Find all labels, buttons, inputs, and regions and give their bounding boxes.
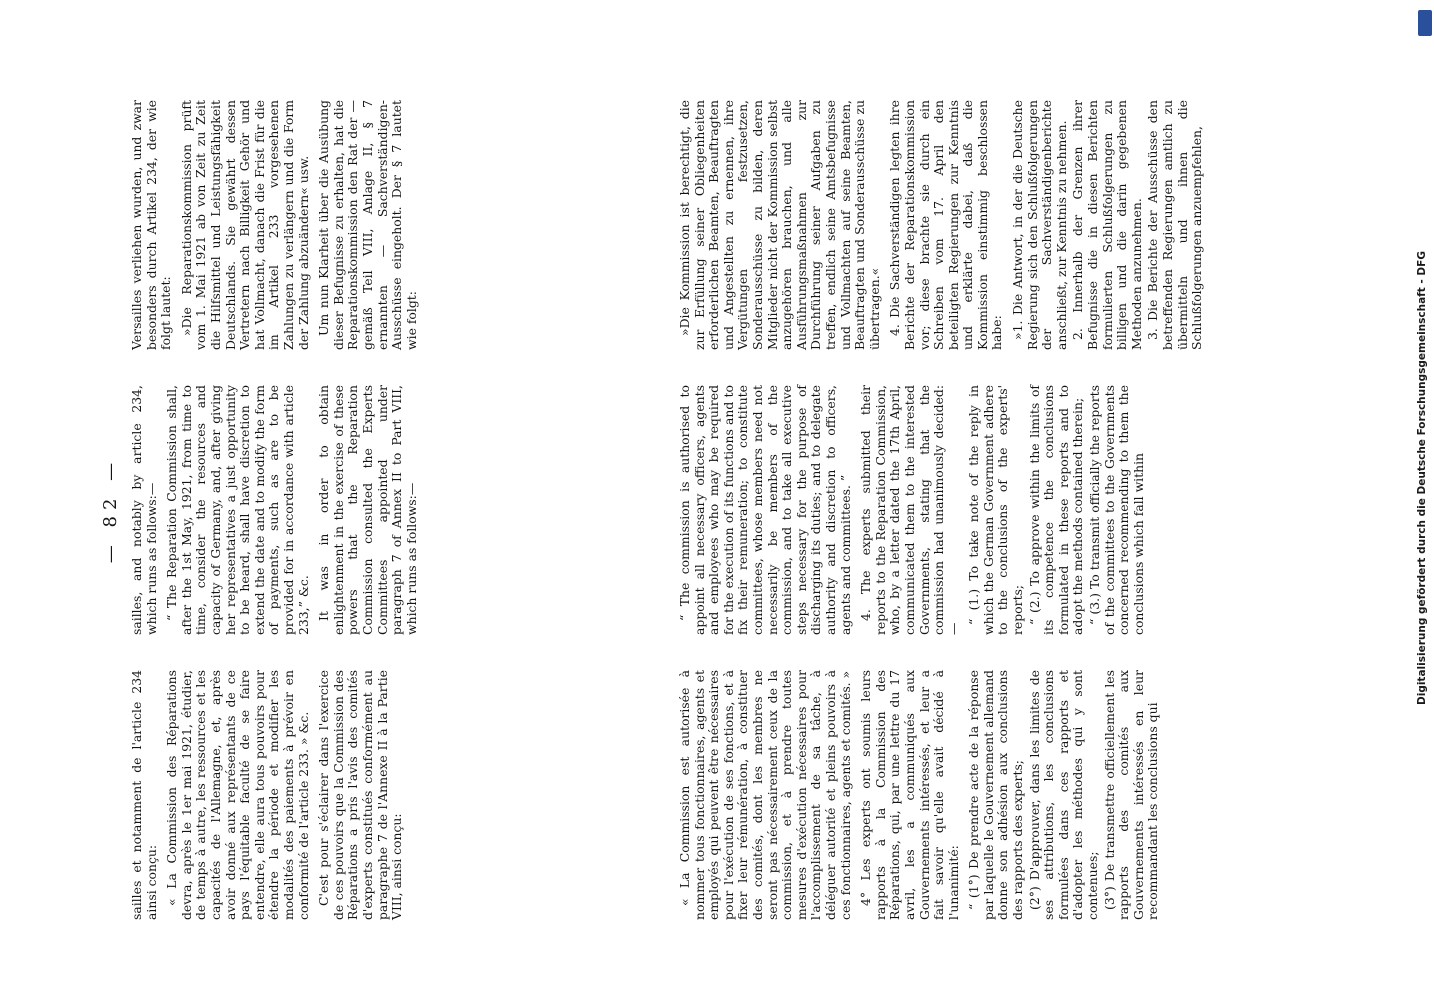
- column-english-lower: [678, 385, 1178, 635]
- paragraph: Versailles verliehen wurden, und zwar besonders durch Artikel 234, der wie folgt lautet:: [129, 100, 174, 350]
- paragraph: »Die Reparationskommission prüft vom 1. Mai 1921 ab von Zeit zu Zeit die Hilfsmittel und Leistungsfähigkeit Deutschlands. Sie gewährt dessen Vertretern nach Billigkeit Gehör und hat Vollmacht, danach die Frist für die im Artikel 233 vorgesehenen Zahlungen zu verlängern und die Form der Zahlung abzuändern« usw.: [178, 100, 311, 350]
- paragraph: C'est pour s'éclairer dans l'exercice de ces pouvoirs que la Commission des Réparations a pris l'avis des comités d'experts constitués conformément au paragraphe 7 de l'Annexe II à la Partie VIII, ainsi conçu:: [316, 670, 405, 920]
- paragraph: »Die Kommission ist berechtigt, die zur Erfüllung seiner Obliegenheiten erforderlichen Beamten, Beauftragten und Angestellten zu ernennen, ihre Vergütungen festzusetzen, Sonderausschüsse zu bilden, deren Mitglieder nicht der Kommission selbst anzugehören brauchen, und alle Ausführungsmaßnahmen zur Durchführung seiner Aufgaben zu treffen, endlich seine Amtsbefugnisse und Vollmachten auf seine Beamten, Beauftragten und Sonderausschüsse zu übertragen.«: [677, 100, 882, 350]
- column-german-upper: [130, 100, 570, 350]
- paragraph: Um nun Klarheit über die Ausübung dieser Befugnisse zu erhalten, hat die Reparationskommission den Rat der — gemäß Teil VIII, Anlage II, § 7 ernannten — Sachverständigen-Ausschüsse eingeholt. Der § 7 lautet wie folgt:: [316, 100, 419, 350]
- column-french-upper: [130, 670, 550, 920]
- column-english-upper: [130, 385, 550, 635]
- paragraph: « La Commission est autorisée à nommer tous fonctionnaires, agents et employés qui peuvent être nécessaires pour l'exécution de ses fonctions, et à fixer leur rémunération, à constituer des comités, dont les membres ne seront pas nécessairement ceux de la commission, et à prendre toutes mesures d'exécution nécessaires pour l'accomplissement de sa tâche, à déléguer autorité et pleins pouvoirs à ces fonctionnaires, agents et comités. »: [677, 670, 853, 920]
- column-french-lower: [678, 670, 1178, 920]
- list-item: 2. Innerhalb der Grenzen ihrer Befugnisse die in diesen Berichten formulierten Schlußfolgerungen zu billigen und die darin gegebenen Methoden anzunehmen.: [1070, 100, 1144, 350]
- paragraph: “ The commission is authorised to appoint all necessary officers, agents and employees who may be required for the execution of its functions and to fix their remuneration; to constitute committees, whose members need not necessarily be members of the commission, and to take all executive steps necessary for the purpose of discharging its duties; and to delegate authority and discretion to officers, agents and committees. ”: [677, 385, 853, 635]
- dfg-logo-icon: [1418, 10, 1432, 36]
- paragraph: 4. The experts submitted their reports to the Reparation Commission, who, by a letter dated the 17th April, communicated them to the interested Governments, stating that the commission had unanimously decided:—: [858, 385, 961, 635]
- list-item: “ (2.) To approve within the limits of its competence the conclusions formulated in these reports and to adopt the methods contained therein;: [1026, 385, 1086, 635]
- list-item: 3. Die Berichte der Ausschüsse den betreffenden Regierungen amtlich zu übermitteln und ihnen die Schlußfolgerungen anzuempfehlen,: [1145, 100, 1205, 350]
- paragraph: « La Commission des Réparations devra, après le 1er mai 1921, étudier, de temps à autre, les ressources et les capacités de l'Allemagne, et, après avoir donné aux représentants de ce pays l'équitable faculté de se faire entendre, elle aura tous pouvoirs pour étendre la période et modifier les modalités des paiements à prévoir en conformité de l'article 233. » &c.: [164, 670, 311, 920]
- list-item: “ (1.) To take note of the reply in which the German Government adhere to the conclusions of the experts' reports;: [966, 385, 1026, 635]
- paragraph: It was in order to obtain enlightenment in the exercise of these powers that the Reparation Commission consulted the Experts Committees appointed under paragraph 7 of Annex II to Part VIII, which runs as follows:—: [316, 385, 419, 635]
- paragraph: “ The Reparation Commission shall, after the 1st May, 1921, from time to time, consider the resources and capacity of Germany, and, after giving her representatives a just opportunity to be heard, shall have discretion to extend the date and to modify the form of payments, such as are to be provided for in accordance with article 233,” &c.: [164, 385, 311, 635]
- page-number: — 82 —: [100, 456, 121, 564]
- list-item: (3°) De transmettre officiellement les rapports des comités aux Gouvernements intéressés en leur recommandant les conclusions qui: [1101, 670, 1161, 920]
- credit-text: Digitalisierung gefördert durch die Deutsche Forschungsgemeinschaft - DFG: [1416, 251, 1428, 705]
- digitization-credit: [1412, 10, 1432, 705]
- list-item: »1. Die Antwort, in der die Deutsche Regierung sich den Schlußfolgerungen der Sachverständigenberichte anschließt, zur Kenntnis zu nehmen.: [1010, 100, 1069, 350]
- paragraph: 4° Les experts ont soumis leurs rapports à la Commission des Réparations, qui, par une lettre du 17 avril, les a communiqués aux Gouvernements intéressés, et leur a fait savoir qu'elle avait décidé à l'unanimité:: [858, 670, 961, 920]
- column-german-lower: [677, 100, 1205, 350]
- paragraph: sailles, and notably by article 234, which runs as follows:—: [129, 385, 159, 635]
- paragraph: 4. Die Sachverständigen legten ihre Berichte der Reparationskommission vor; diese brachte sie durch ein Schreiben vom 17. April den beteiligten Regierungen zur Kenntnis und erklärte dabei, daß die Kommission einstimmig beschlossen habe:: [887, 100, 1005, 350]
- list-item: (2°) D'approuver, dans les limites de ses attributions, les conclusions formulées dans ces rapports et d'adopter les méthodes qui y sont contenues;: [1026, 670, 1101, 920]
- list-item: “ (1°) De prendre acte de la réponse par laquelle le Gouvernement allemand donne son adhésion aux conclusions des rapports des experts;: [966, 670, 1026, 920]
- rotated-page: [100, 100, 1300, 920]
- list-item: “ (3.) To transmit officially the reports of the committees to the Governments concerned recommending to them the conclusions which fall within: [1087, 385, 1146, 635]
- paragraph: sailles et notamment de l'article 234 ainsi conçu:: [129, 670, 159, 920]
